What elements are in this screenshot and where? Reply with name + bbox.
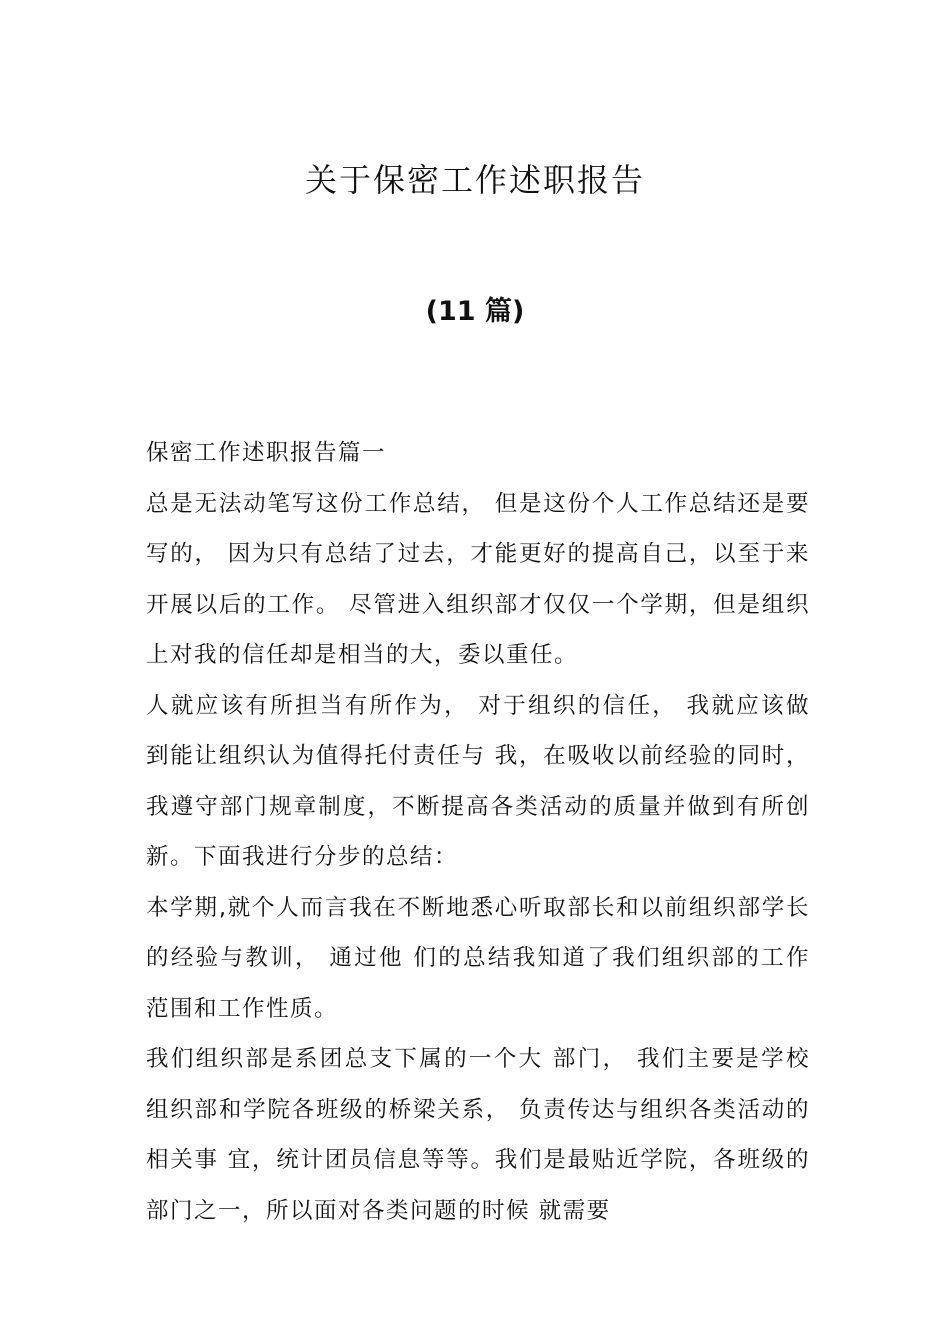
paragraph: 本学期,就个人而言我在不断地悉心听取部长和以前组织部学长的经验与教训， 通过他 们的总结我知道了我们组织部的工作范围和工作性质。 <box>146 894 810 1022</box>
section-heading: 保密工作述职报告篇一 <box>146 440 387 466</box>
document-body <box>146 428 810 1236</box>
paragraph: 我们组织部是系团总支下属的一个大 部门， 我们主要是学校组织部和学院各班级的桥梁关系， 负责传达与组织各类活动的相关事 宜，统计团员信息等等。我们是最贴近学院，各班级的部门之一，所以面对各类问题的时候 就需要 <box>146 1046 810 1224</box>
document-title: 关于保密工作述职报告 <box>304 161 645 199</box>
paragraph: 人就应该有所担当有所作为， 对于组织的信任， 我就应该做到能让组织认为值得托付责任与 我，在吸收以前经验的同时，我遵守部门规章制度，不断提高各类活动的质量并做到有所创 新。下面我进行分步的总结： <box>146 692 810 870</box>
paragraph: 总是无法动笔写这份工作总结， 但是这份个人工作总结还是要写的， 因为只有总结了过去，才能更好的提高自己，以至于来开展以后的工作。 尽管进入组织部才仅仅一个学期，但是组织上对我的信任却是相当的大，委以重任。 <box>146 490 810 668</box>
document-subtitle: (11 篇) <box>425 296 525 327</box>
